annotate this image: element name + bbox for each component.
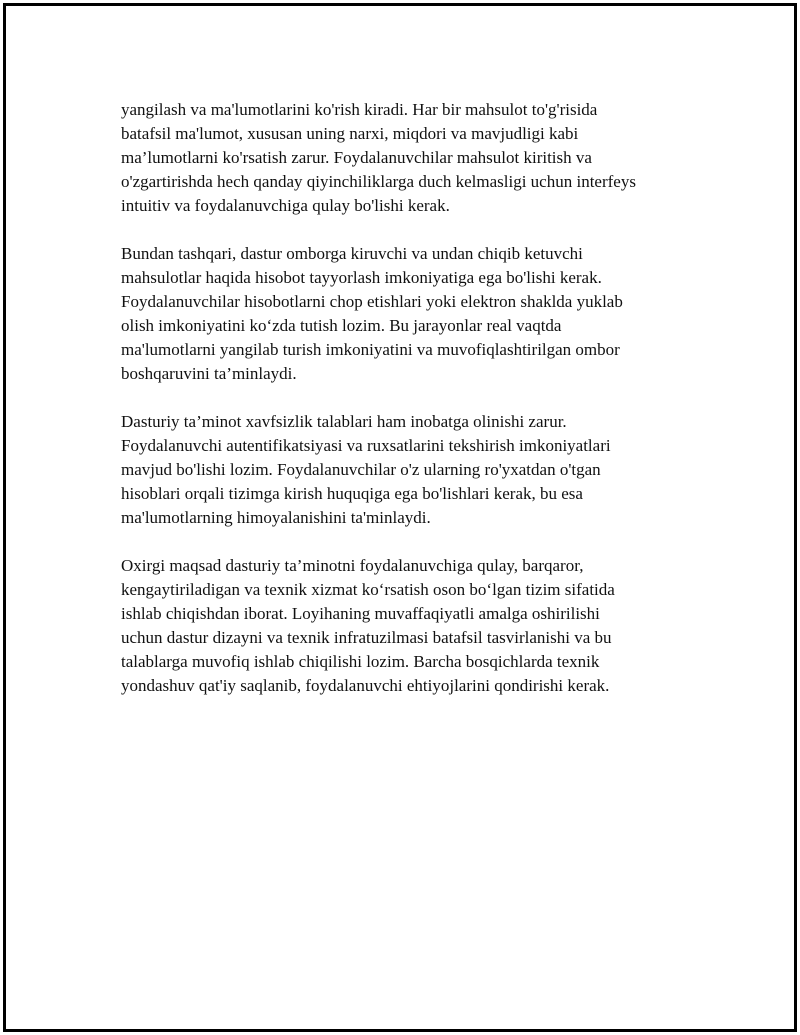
text-line: olish imkoniyatini koʻzda tutish lozim. Bu jarayonlar real vaqtda [121, 316, 562, 335]
text-line: Foydalanuvchi autentifikatsiyasi va ruxsatlarini tekshirish imkoniyatlari [121, 436, 611, 455]
paragraph-3 [121, 410, 691, 530]
text-line: Dasturiy ta’minot xavfsizlik talablari ham inobatga olinishi zarur. [121, 412, 567, 431]
text-line: boshqaruvini ta’minlaydi. [121, 364, 297, 383]
text-line: uchun dastur dizayni va texnik infratuzilmasi batafsil tasvirlanishi va bu [121, 628, 612, 647]
text-line: yondashuv qat'iy saqlanib, foydalanuvchi ehtiyojlarini qondirishi kerak. [121, 676, 610, 695]
text-line: mavjud bo'lishi lozim. Foydalanuvchilar o'z ularning ro'yxatdan o'tgan [121, 460, 601, 479]
text-line: batafsil ma'lumot, xususan uning narxi, miqdori va mavjudligi kabi [121, 124, 579, 143]
text-line: Oxirgi maqsad dasturiy ta’minotni foydalanuvchiga qulay, barqaror, [121, 556, 584, 575]
paragraph-2 [121, 242, 691, 386]
text-line: intuitiv va foydalanuvchiga qulay bo'lishi kerak. [121, 196, 450, 215]
text-line: kengaytiriladigan va texnik xizmat koʻrsatish oson boʻlgan tizim sifatida [121, 580, 615, 599]
text-line: ma’lumotlarni ko'rsatish zarur. Foydalanuvchilar mahsulot kiritish va [121, 148, 592, 167]
text-line: ishlab chiqishdan iborat. Loyihaning muvaffaqiyatli amalga oshirilishi [121, 604, 600, 623]
document-body [121, 98, 691, 722]
text-line: o'zgartirishda hech qanday qiyinchiliklarga duch kelmasligi uchun interfeys [121, 172, 636, 191]
paragraph-4 [121, 554, 691, 698]
page-frame [3, 3, 797, 1032]
text-line: yangilash va ma'lumotlarini ko'rish kiradi. Har bir mahsulot to'g'risida [121, 100, 598, 119]
paragraph-1 [121, 98, 691, 218]
text-line: mahsulotlar haqida hisobot tayyorlash imkoniyatiga ega bo'lishi kerak. [121, 268, 602, 287]
text-line: Bundan tashqari, dastur omborga kiruvchi va undan chiqib ketuvchi [121, 244, 583, 263]
text-line: Foydalanuvchilar hisobotlarni chop etishlari yoki elektron shaklda yuklab [121, 292, 623, 311]
text-line: talablarga muvofiq ishlab chiqilishi lozim. Barcha bosqichlarda texnik [121, 652, 600, 671]
text-line: ma'lumotlarning himoyalanishini ta'minlaydi. [121, 508, 431, 527]
text-line: hisoblari orqali tizimga kirish huquqiga ega bo'lishlari kerak, bu esa [121, 484, 583, 503]
text-line: ma'lumotlarni yangilab turish imkoniyatini va muvofiqlashtirilgan ombor [121, 340, 620, 359]
